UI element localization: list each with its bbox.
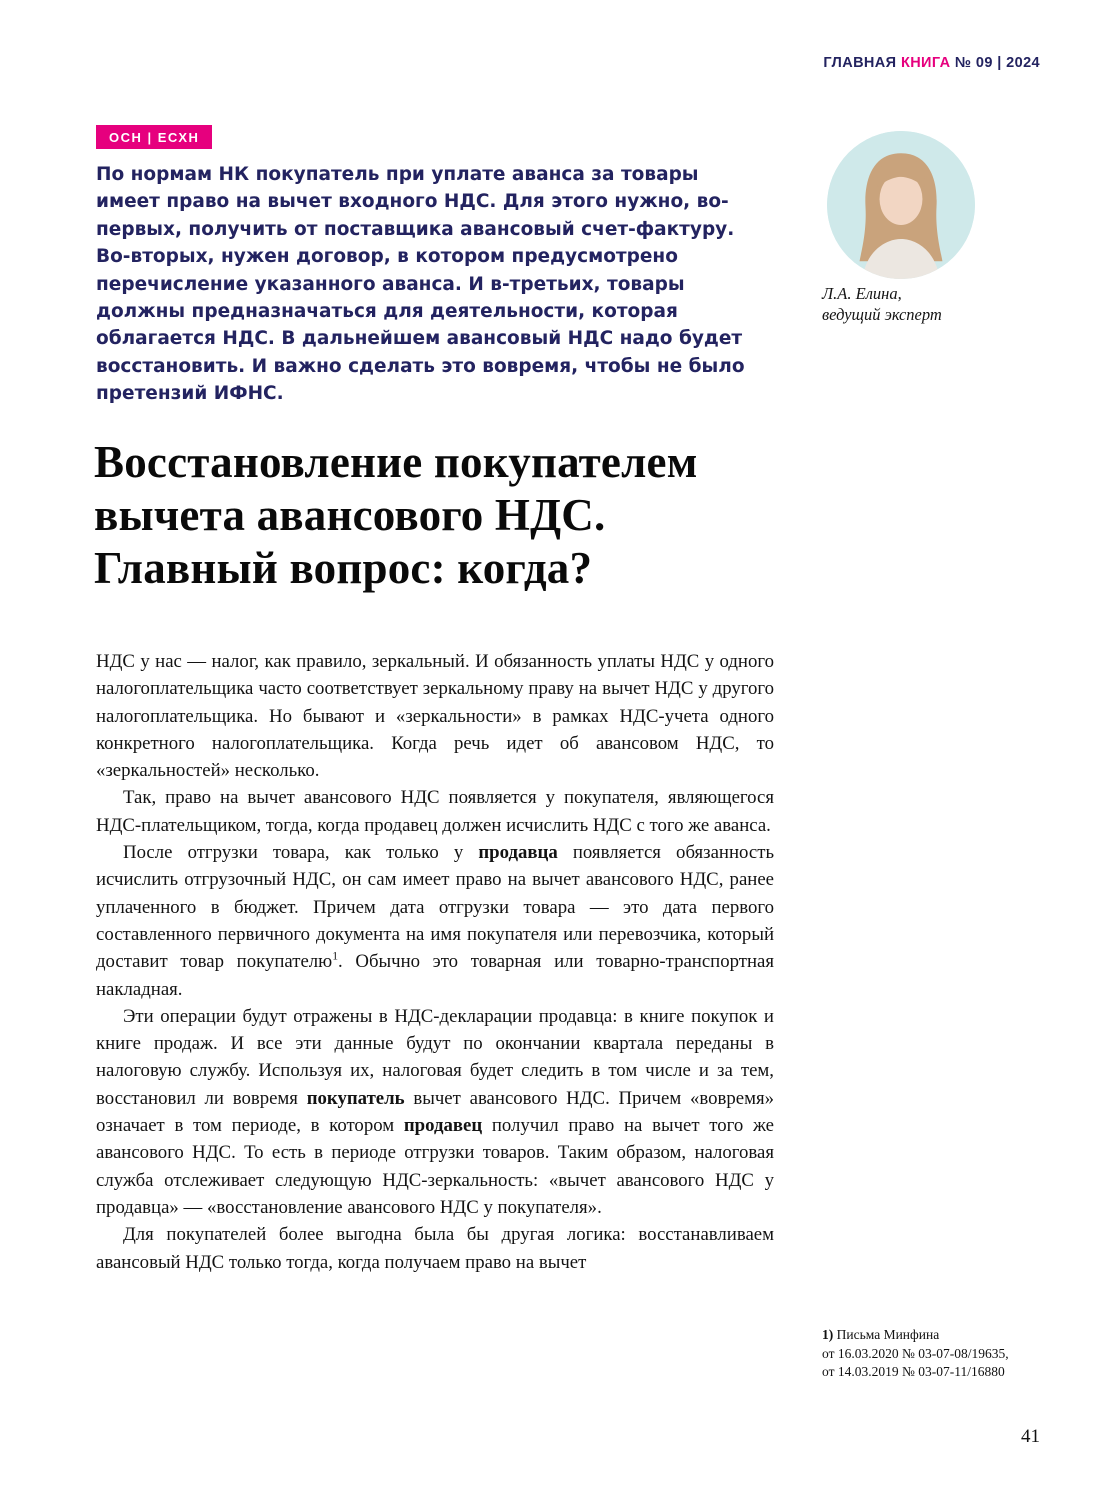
paragraph [96, 839, 774, 1003]
issue-number: № 09 | 2024 [954, 55, 1040, 71]
paragraph [96, 648, 774, 784]
author-portrait-illustration [827, 131, 975, 279]
text-run: получил право на вычет того же авансового НДС. То есть в периоде отгрузки товаров. Таким образом, налоговая служба отслеживает следующую НДС-зеркальность: «вычет авансового НДС у продавца» — «восстановление авансового НДС у покупателя». [96, 1115, 775, 1218]
author-role: ведущий эксперт [822, 305, 942, 324]
author-name: Л.А. Елина, [822, 284, 902, 303]
masthead [823, 55, 1040, 71]
article-headline [94, 436, 1014, 595]
tax-regime-badge: ОСН | ЕСХН [96, 125, 212, 149]
text-run: . Обычно это товарная или товарно-транспортная накладная. [96, 951, 774, 1000]
footnote-text: Письма Минфина [836, 1327, 940, 1342]
lead-paragraph: По нормам НК покупатель при уплате аванса за товары имеет право на вычет входного НДС. Для этого нужно, во-первых, получить от поставщика авансовый счет-фактуру. Во-вторых, нужен договор, в котором предусмотрено перечисление указанного аванса. И в-третьих, товары должны предназначаться для деятельности, которая облагается НДС. В дальнейшем авансовый НДС надо будет восстановить. И важно сделать это вовремя, чтобы не было претензий ИФНС. [96, 164, 745, 405]
footnote-line: от 14.03.2019 № 03-07-11/16880 [822, 1364, 1005, 1379]
text-run: появляется обязанность исчислить отгрузочный НДС, он сам имеет право на вычет авансового НДС, ранее уплаченного в бюджет. Причем дата отгрузки товара — это дата первого составленного первичного документа на имя покупателя или перевозчика, который доставит товар покупателю [96, 842, 775, 973]
page-number: 41 [1021, 1426, 1040, 1447]
author-caption [822, 283, 942, 325]
footnote-line [822, 1326, 1064, 1345]
brand-accent: КНИГА [900, 55, 951, 71]
text-run: Так, право на вычет авансового НДС появляется у покупателя, являющегося НДС-плательщиком, тогда, когда продавец должен исчислить НДС с того же аванса. [96, 787, 774, 836]
author-photo [827, 131, 975, 279]
emphasis-run: продавец [403, 1115, 483, 1137]
article-body [96, 648, 774, 1276]
paragraph [96, 1221, 774, 1276]
text-run: Эти операции будут отражены в НДС-декларации продавца: в книге покупок и книге продаж. И все эти данные будут по окончании квартала переданы в налоговую службу. Используя их, налоговая будет следить в том числе и за тем, восстановил ли вовремя [96, 1005, 774, 1109]
footnote [822, 1326, 1064, 1382]
footnote-reference: 1 [332, 950, 339, 963]
footnote-line: от 16.03.2020 № 03-07-08/19635, [822, 1345, 1009, 1361]
headline-line: вычета авансового НДС. [94, 490, 606, 540]
emphasis-run: покупатель [306, 1087, 405, 1109]
text-run: вычет авансового НДС. Причем «вовремя» означает в том периоде, в котором [96, 1087, 774, 1137]
text-run: НДС у нас — налог, как правило, зеркальный. И обязанность уплаты НДС у одного налогоплательщика часто соответствует зеркальному праву на вычет НДС у другого налогоплательщика. Но бывают и «зеркальности» в рамках НДС-учета одного конкретного налогоплательщика. Когда речь идет об авансовом НДС, то «зеркальностей» несколько. [96, 651, 774, 782]
paragraph [96, 784, 774, 839]
paragraph [96, 1003, 774, 1221]
text-run: Для покупателей более выгодна была бы другая логика: восстанавливаем авансовый НДС только тогда, когда получаем право на вычет [96, 1224, 774, 1273]
text-run: После отгрузки товара, как только у [123, 842, 479, 864]
headline-line: Главный вопрос: когда? [94, 543, 593, 593]
footnote-marker: 1) [822, 1327, 834, 1342]
headline-line: Восстановление покупателем [94, 437, 698, 487]
brand-name: ГЛАВНАЯ [823, 55, 897, 71]
emphasis-run: продавца [478, 842, 558, 864]
